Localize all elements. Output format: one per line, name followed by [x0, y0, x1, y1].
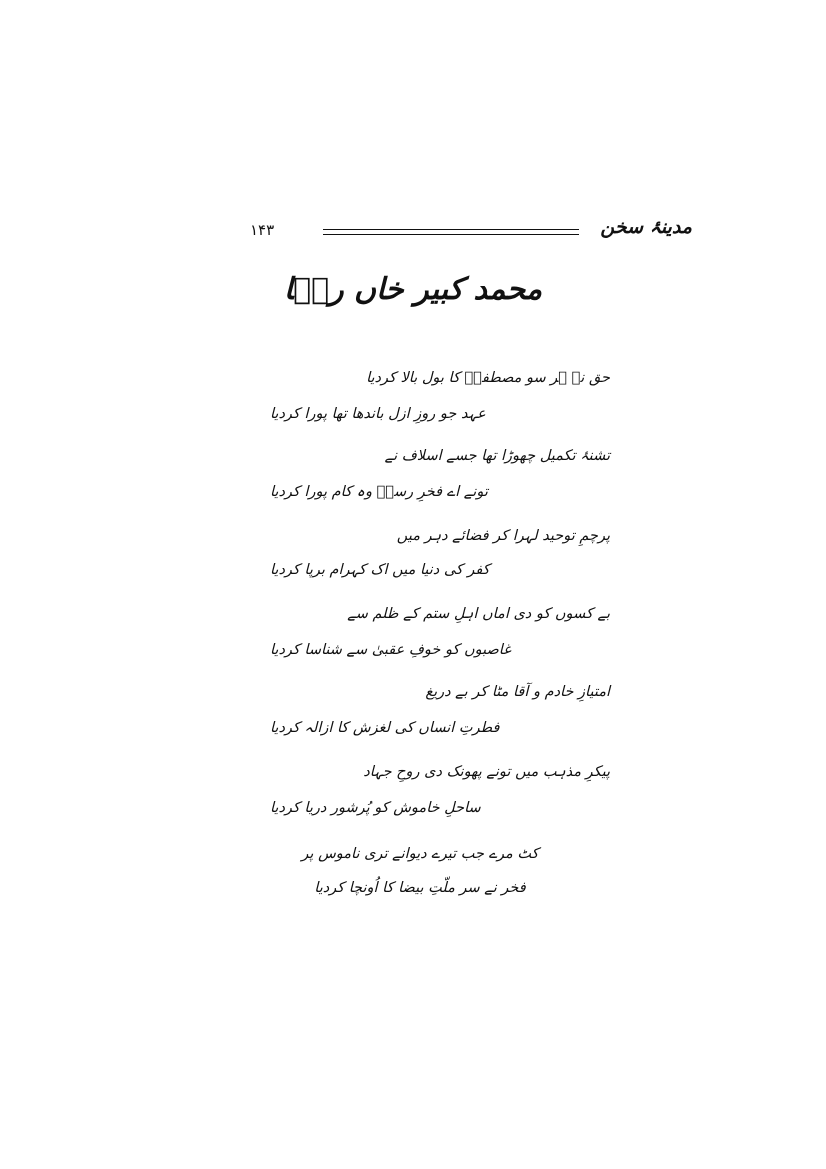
- couplet-2-second-line: تونے اے فخرِ رسلؐ وہ کام پورا کردیا: [270, 484, 488, 500]
- couplet-2-first-line: تشنۂ تکمیل چھوڑا تھا جسے اسلاف نے: [384, 448, 610, 464]
- couplet-3-first-line: پرچمِ توحید لہرا کر فضائے دہر میں: [396, 528, 610, 544]
- couplet-3-second-line: کفر کی دنیا میں اک کہرام برپا کردیا: [270, 562, 490, 578]
- page-number: ۱۴۳: [250, 221, 275, 239]
- couplet-4-first-line: بے کسوں کو دی اماں اہلِ ستم کے ظلم سے: [347, 606, 610, 622]
- couplet-5-first-line: امتیازِ خادم و آقا مٹا کر بے دریغ: [425, 684, 610, 700]
- couplet-6-first-line: پیکرِ مذہب میں تونے پھونک دی روحِ جہاد: [363, 764, 610, 780]
- couplet-1-first-line: حق نے ہر سو مصطفیؐ کا بول بالا کردیا: [366, 370, 610, 386]
- running-book-title: مدینۂ سخن: [600, 216, 692, 238]
- couplet-4-second-line: غاصبوں کو خوفِ عقبیٰ سے شناسا کردیا: [270, 642, 511, 658]
- poet-name-heading: محمد کبیر خاں رسؔا: [283, 272, 543, 307]
- couplet-6-second-line: ساحلِ خاموش کو پُرشور دریا کردیا: [270, 800, 481, 816]
- couplet-5-second-line: فطرتِ انساں کی لغزش کا ازالہ کردیا: [270, 720, 500, 736]
- couplet-1-second-line: عہد جو روزِ ازل باندھا تھا پورا کردیا: [270, 406, 486, 422]
- couplet-7-first-line: کٹ مرے جب تیرے دیوانے تری ناموس پر: [301, 846, 539, 862]
- poem-body: [230, 0, 610, 1169]
- couplet-7-second-line: فخر نے سر ملّتِ بیضا کا اُونچا کردیا: [314, 880, 526, 896]
